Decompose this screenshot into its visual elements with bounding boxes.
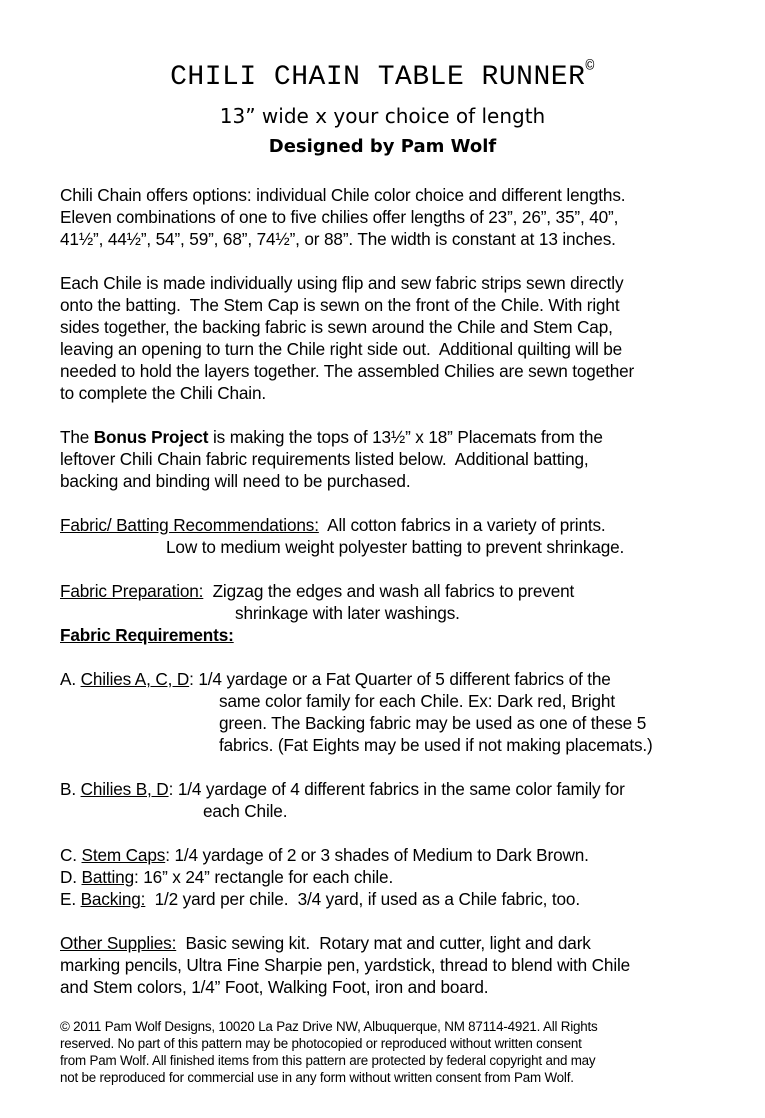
requirement-item-b	[60, 778, 625, 800]
requirement-item-d	[60, 866, 393, 888]
bonus-line	[60, 426, 603, 448]
item-text: 1/4 yardage of 4 different fabrics in the same color family for	[173, 779, 625, 799]
item-prefix: C.	[60, 845, 82, 865]
copyright-footer-line: not be reproduced for commercial use in any form without written consent from Pam Wolf.	[60, 1070, 574, 1085]
recommendations-line	[60, 514, 606, 536]
recommendations-text: All cotton fabrics in a variety of prints.	[318, 515, 606, 535]
item-prefix: A.	[60, 669, 81, 689]
bonus-prefix: The	[60, 427, 94, 447]
item-label: Batting	[81, 867, 134, 887]
copyright-footer-line: © 2011 Pam Wolf Designs, 10020 La Paz Drive NW, Albuquerque, NM 87114-4921. All Rights	[60, 1019, 598, 1034]
item-text: 1/2 yard per chile. 3/4 yard, if used as a Chile fabric, too.	[145, 889, 580, 909]
document-title	[0, 58, 765, 93]
bonus-project-label: Bonus Project	[93, 427, 209, 447]
method-line: to complete the Chili Chain.	[60, 383, 266, 403]
requirements-heading: Fabric Requirements:	[60, 625, 234, 645]
item-prefix: B.	[60, 779, 81, 799]
supplies-label: Other Supplies:	[60, 933, 177, 953]
bonus-line: leftover Chili Chain fabric requirements listed below. Additional batting,	[60, 449, 589, 469]
preparation-line	[60, 580, 574, 602]
method-line: sides together, the backing fabric is sewn around the Chile and Stem Cap,	[60, 317, 613, 337]
bonus-line: backing and binding will need to be purchased.	[60, 471, 411, 491]
requirement-item-a-line: same color family for each Chile. Ex: Dark red, Bright	[219, 691, 615, 711]
method-line: onto the batting. The Stem Cap is sewn on the front of the Chile. With right	[60, 295, 620, 315]
requirement-item-a-line: fabrics. (Fat Eights may be used if not making placemats.)	[219, 735, 653, 755]
title-text: CHILI CHAIN TABLE RUNNER	[170, 62, 586, 93]
intro-line: Eleven combinations of one to five chilies offer lengths of 23”, 26”, 35”, 40”,	[60, 207, 619, 227]
item-text: 1/4 yardage of 2 or 3 shades of Medium to Dark Brown.	[169, 845, 589, 865]
requirement-item-e	[60, 888, 580, 910]
item-label: Chilies B, D	[80, 779, 169, 799]
item-text: 16” x 24” rectangle for each chile.	[138, 867, 394, 887]
bonus-text: is making the tops of 13½” x 18” Placemats from the	[208, 427, 603, 447]
item-sep: :	[168, 779, 174, 799]
method-line: leaving an opening to turn the Chile right side out. Additional quilting will be	[60, 339, 623, 359]
supplies-text: Basic sewing kit. Rotary mat and cutter, light and dark	[176, 933, 591, 953]
requirement-item-a-line: green. The Backing fabric may be used as one of these 5	[219, 713, 647, 733]
item-prefix: D.	[60, 867, 82, 887]
item-label: Stem Caps	[81, 845, 166, 865]
requirement-item-a	[60, 668, 611, 690]
item-prefix: E.	[60, 889, 81, 909]
item-label: Chilies A, C, D	[80, 669, 190, 689]
recommendations-label: Fabric/ Batting Recommendations:	[60, 515, 319, 535]
method-line: needed to hold the layers together. The assembled Chilies are sewn together	[60, 361, 635, 381]
item-text: 1/4 yardage or a Fat Quarter of 5 different fabrics of the	[193, 669, 611, 689]
designer-credit: Designed by Pam Wolf	[268, 136, 497, 157]
supplies-line	[60, 932, 591, 954]
preparation-line: shrinkage with later washings.	[235, 603, 460, 623]
requirement-item-c	[60, 844, 589, 866]
preparation-label: Fabric Preparation:	[60, 581, 204, 601]
intro-line: Chili Chain offers options: individual Chile color choice and different lengths.	[60, 185, 626, 205]
requirement-item-b-line: each Chile.	[203, 801, 288, 821]
recommendations-line: Low to medium weight polyester batting to prevent shrinkage.	[166, 537, 625, 557]
supplies-line: marking pencils, Ultra Fine Sharpie pen, yardstick, thread to blend with Chile	[60, 955, 631, 975]
copyright-footer-line: reserved. No part of this pattern may be photocopied or reproduced without written consent	[60, 1036, 582, 1051]
copyright-footer-line: from Pam Wolf. All finished items from this pattern are protected by federal copyright and may	[60, 1053, 596, 1068]
copyright-symbol: ©	[585, 58, 595, 75]
method-line: Each Chile is made individually using flip and sew fabric strips sewn directly	[60, 273, 624, 293]
item-sep: :	[189, 669, 194, 689]
item-label: Backing:	[80, 889, 146, 909]
item-sep: :	[165, 845, 170, 865]
supplies-line: and Stem colors, 1/4” Foot, Walking Foot, iron and board.	[60, 977, 489, 997]
intro-line: 41½”, 44½”, 54”, 59”, 68”, 74½”, or 88”. The width is constant at 13 inches.	[60, 229, 616, 249]
preparation-text: Zigzag the edges and wash all fabrics to prevent	[203, 581, 575, 601]
document-subtitle: 13” wide x your choice of length	[219, 104, 546, 128]
item-sep: :	[133, 867, 139, 887]
